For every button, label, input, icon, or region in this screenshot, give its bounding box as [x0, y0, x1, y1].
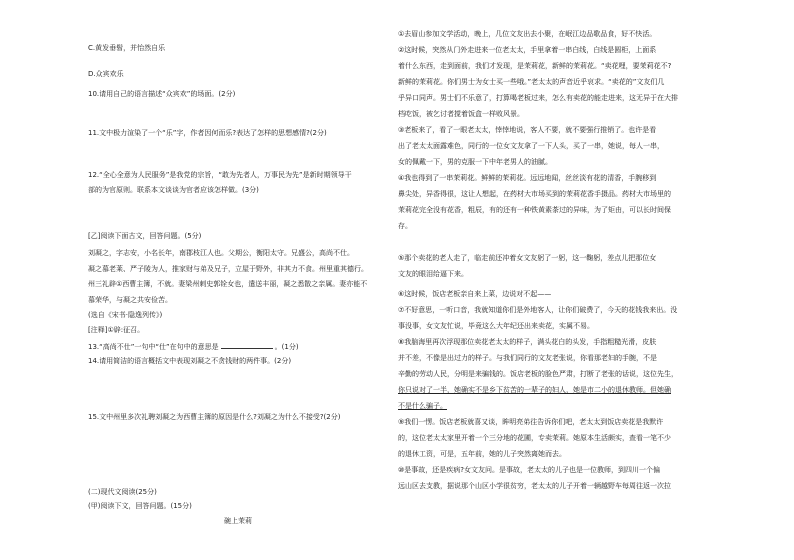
article-line: ③老板来了，看了一眼老太太，悻悻地说，客人不要，就不要强行推销了。也许是看 — [398, 126, 657, 134]
question-11: 11.文中极力渲染了一个“乐”字，作者因何而乐?表达了怎样的思想感情?(2分) — [88, 129, 327, 137]
question-10: 10.请用自己的语言描述“众宾欢”的场面。(2分) — [88, 90, 236, 98]
passage-line-2: 凝之慕老莱、严子陵为人，推家财与弟及兄子，立屋于野外，非其力不食。州里重其德行。 — [88, 265, 368, 273]
question-15: 15.文中州里多次礼聘刘凝之为西曹主簿的原因是什么?刘凝之为什么不接受?(2分) — [88, 413, 341, 421]
article-line: ⑨我们一愣。饭店老板就喜又谈，眸明亮弟往告诉你们吧，老太太到饭店卖花是我默许 — [398, 418, 664, 426]
question-13-text: 13.“高尚不仕”一句中“仕”在句中的意思是 — [88, 343, 219, 351]
article-line: 女的佩戴一下，男的克服一下中年老男人的油腻。 — [398, 158, 552, 166]
article-line: ⑤那个卖花的老人走了，临走前还冲着女文友躬了一躬，这一鞠躬，差点儿把那位女 — [398, 254, 657, 262]
article-line: 乎异口同声。男士们不乐意了，打算喝老板过来，怎么有卖花的能走进来，这无异于在大排 — [398, 94, 678, 102]
article-line: 远山区去支教，据说那个山区小学很贫穷，老太太的儿子开着一辆越野车每周往返一次拉 — [398, 482, 671, 490]
answer-blank[interactable] — [221, 341, 273, 349]
article-line: 着什么东西，走到面前，我们才发现，是茉莉花，新鲜的茉莉花。“卖花哩，要茉莉花不? — [398, 62, 672, 70]
question-12-line-1: 12.“全心全意为人民服务”是我党的宗旨，“敢为先者人，万事民为先”是新时期领导干 — [88, 171, 352, 179]
article-line: ⑦不好意思，一听口音，我就知道你们是外地客人，让你们破费了，今天的花钱我来出。没 — [398, 306, 678, 314]
passage-note: [注释]①辟:征召。 — [88, 326, 145, 334]
article-line: ①去眉山参加文学活动，晚上，几位文友出去小聚，在岷江边品歌品食，好不快活。 — [398, 30, 657, 38]
article-line: 事没事，女文友忙说，毕竟这么大年纪还出来卖花，实属不易。 — [398, 322, 594, 330]
article-line: ⑥这时候，饭店老板亲自来上菜，边说对不起—— — [398, 290, 552, 298]
article-line: 新鲜的茉莉花。你们男士为女士买一些哦。”老太太的声音近乎哀求。“卖花的”文友们几 — [398, 78, 665, 86]
article-line: 辛勤的劳动人民，分明是来骗钱的。饭店老板的脸色严肃，打断了老张的话说，这位先生， — [398, 370, 678, 378]
question-14: 14.请用简洁的语言概括文中表现刘凝之不贪钱财的两件事。(2分) — [88, 357, 292, 365]
article-line-underlined: 你只说对了一半，她确实不是乡下贫苦的一辈子的妇人，她是市二小的退休教师。但她确 — [398, 386, 671, 394]
section-yi-heading: [乙]阅读下面古文，回答问题。(5分) — [88, 232, 202, 240]
option-c: C.黄发垂髫，并怡然自乐 — [88, 44, 166, 52]
article-line: ⑩是事故，还是疾病?女文友问。是事故，老太太的儿子也是一位教师，到四川一个偏 — [398, 466, 660, 474]
article-line: 出了老太太面露难色，同行的一位女文友拿了一下人头，买了一串，她说，每人一串， — [398, 142, 664, 150]
article-line: ②这时候，突然从门外走进来一位老太太，手里拿着一串白线，白线是圆柜，上面系 — [398, 46, 657, 54]
article-line: 并不差，不像是出过力的样子。与我们同行的文友老张说，你看那老妇的手腕，不是 — [398, 354, 657, 362]
passage-source: (选自《宋书·隐逸列传》) — [88, 311, 163, 319]
article-line: 鼻尖处，异香得很，这让人想起，在药材大市场买到的茉莉花香手摄品。药材大市场里的 — [398, 190, 671, 198]
passage-line-4: 慕荣华，与凝之共安俭苦。 — [88, 296, 172, 304]
question-13 — [88, 341, 299, 352]
passage-line-1: 刘凝之，字志安，小名长年，南郡枝江人也。父期公，衡阳太守。兄盛公，高尚不仕。 — [88, 249, 354, 257]
article-line: 文友的眼泪给逼下来。 — [398, 270, 468, 278]
question-13-points: 。(1分) — [274, 343, 299, 351]
section-two-heading: (二)现代文阅读(25分) — [88, 488, 157, 496]
question-12-line-2: 部的为官原则。联系本文谈谈为官者应该怎样做。(3分) — [88, 186, 259, 194]
article-line: 的退休工资，可是，五年前，她的儿子突然离她而去。 — [398, 450, 566, 458]
article-line: 茉莉花完全没有花香，粗辰，有的还有一种铁黄素茶过的异味，为了矩由，可以长时间保 — [398, 206, 671, 214]
passage-line-3: 州三礼辟①西曹主簿，不就。妻梁州刺史郭铨女也，遣送丰丽，凝之悉散之亲属。妻亦能不 — [88, 280, 368, 288]
article-line: 的，这位老太太家里开着一个三分地的花圃，专卖茉莉。她原本生活颇实，查看一笔不少 — [398, 434, 671, 442]
article-line: ⑧我脑海里再次浮现那位卖花老太太的样子，满头花白的头发，手指粗糙光滑，皮肤 — [398, 338, 657, 346]
article-line-underlined: 不是什么骗子。 — [398, 402, 447, 410]
article-title: 碗上茉莉 — [224, 517, 252, 525]
article-line: 存。 — [398, 222, 412, 230]
article-line: ④我也得到了一串茉莉花。鲜鲜的茉莉花。远远地闻，丝丝淡有花的清香，手腕移到 — [398, 174, 657, 182]
section-jia-heading: (甲)阅读下文，回答问题。(15分) — [88, 502, 192, 510]
option-d: D.众宾欢乐 — [88, 70, 124, 78]
article-line: 档吃饭，被乞讨者搅着饭盒一样败风景。 — [398, 110, 524, 118]
